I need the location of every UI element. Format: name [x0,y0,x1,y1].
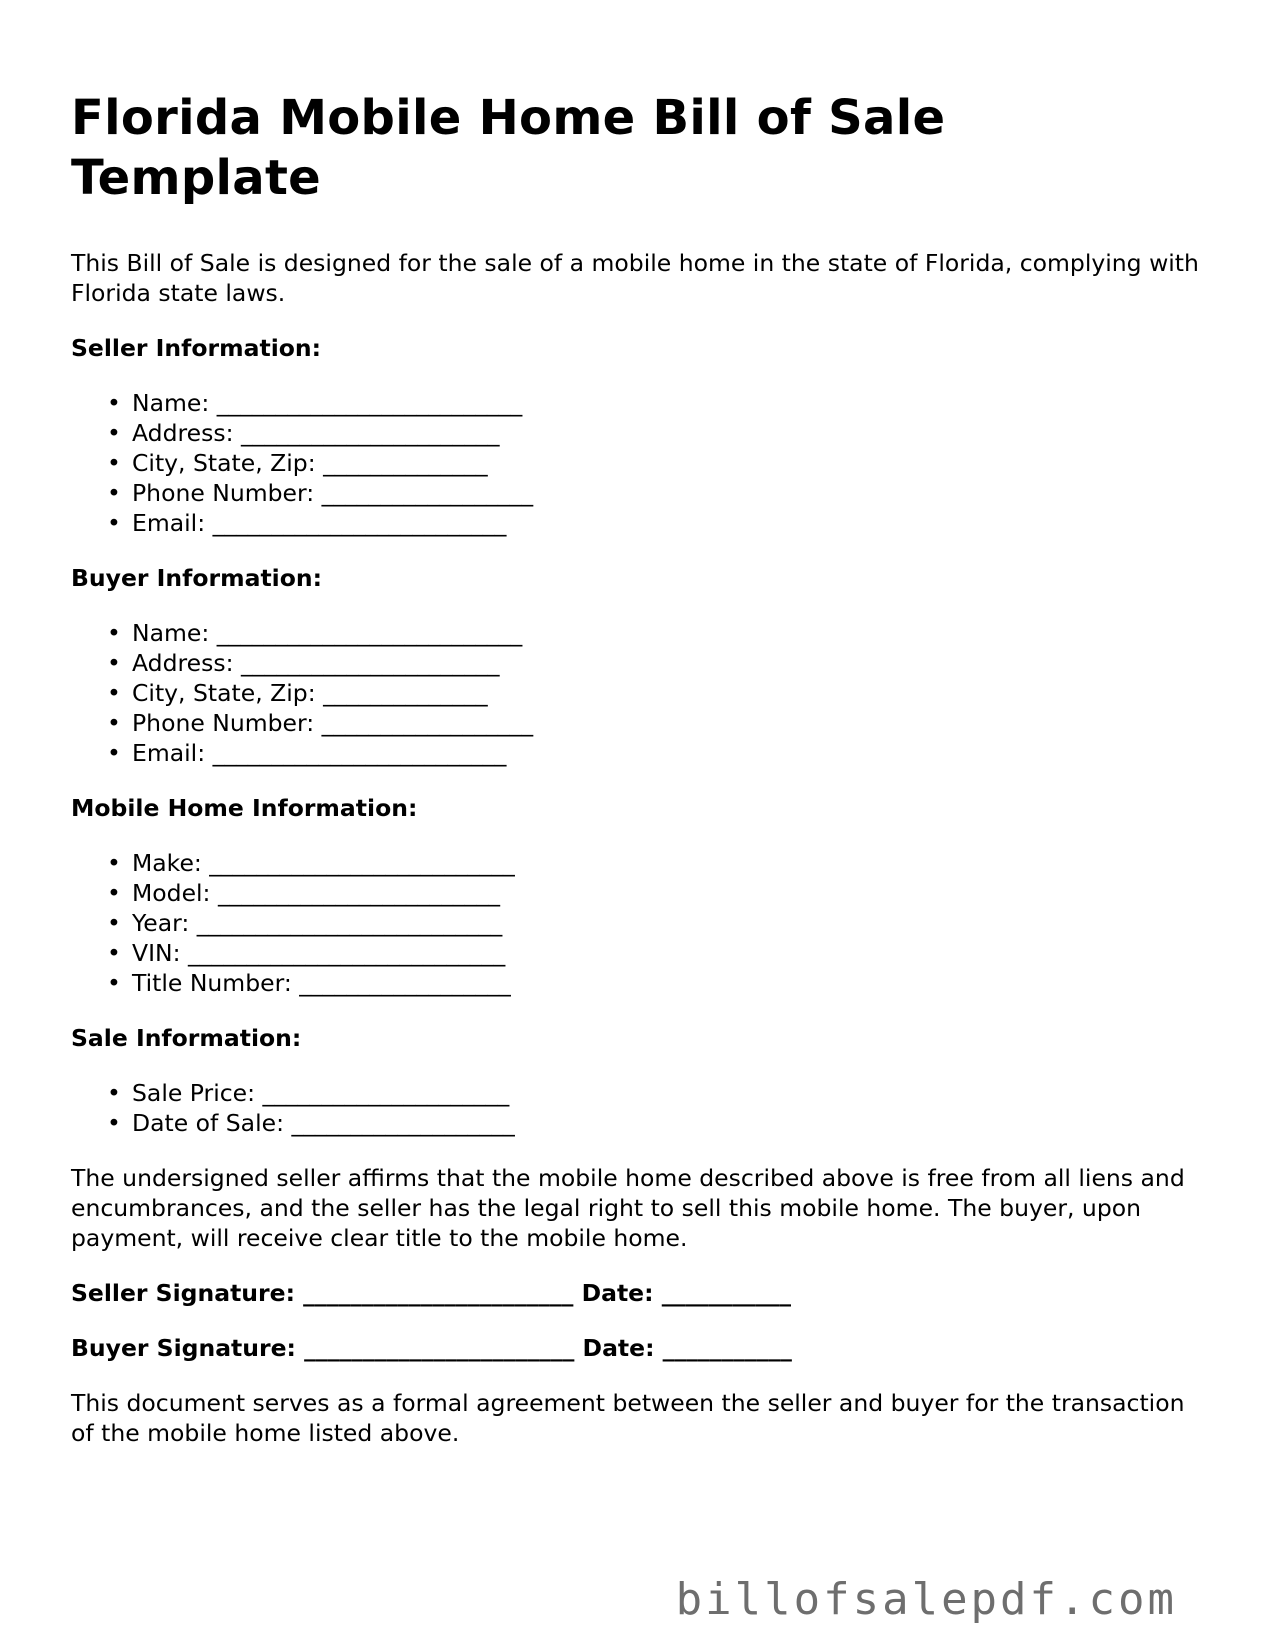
sale-price-field: • Sale Price: _____________________ [107,1079,510,1107]
bullet-icon: • [107,879,121,907]
seller-information-heading: Seller Information: [71,334,322,362]
bullet-icon: • [107,449,121,477]
document-page [71,88,1211,1473]
seller-name-field: • Name: __________________________ [107,389,523,417]
mobile-home-field-list [71,848,1211,998]
bullet-icon: • [107,909,121,937]
bullet-icon: • [107,709,121,737]
vin-field: • VIN: ___________________________ [107,939,506,967]
seller-field-list [71,388,1211,538]
bullet-icon: • [107,389,121,417]
seller-address-field: • Address: ______________________ [107,419,500,447]
seller-phone-field: • Phone Number: __________________ [107,479,534,507]
intro-paragraph: This Bill of Sale is designed for the sale of a mobile home in the state of Florida, complying with Florida state laws. [71,249,1199,307]
buyer-signature-line: Buyer Signature: _______________________ Date: ___________ [71,1334,792,1362]
sale-field-list [71,1078,1211,1138]
page-title: Florida Mobile Home Bill of Sale Template [71,90,946,206]
buyer-address-field: • Address: ______________________ [107,649,500,677]
bullet-icon: • [107,679,121,707]
model-field: • Model: ________________________ [107,879,500,907]
bullet-icon: • [107,479,121,507]
seller-city-state-zip-field: • City, State, Zip: ______________ [107,449,488,477]
closing-paragraph: This document serves as a formal agreement between the seller and buyer for the transaction of the mobile home listed above. [71,1389,1185,1447]
bullet-icon: • [107,509,121,537]
bullet-icon: • [107,939,121,967]
buyer-information-heading: Buyer Information: [71,564,323,592]
bullet-icon: • [107,619,121,647]
sale-information-heading: Sale Information: [71,1024,302,1052]
bullet-icon: • [107,419,121,447]
buyer-city-state-zip-field: • City, State, Zip: ______________ [107,679,488,707]
buyer-field-list [71,618,1211,768]
buyer-name-field: • Name: __________________________ [107,619,523,647]
bullet-icon: • [107,739,121,767]
date-of-sale-field: • Date of Sale: ___________________ [107,1109,515,1137]
bullet-icon: • [107,1079,121,1107]
make-field: • Make: __________________________ [107,849,515,877]
mobile-home-information-heading: Mobile Home Information: [71,794,418,822]
bullet-icon: • [107,969,121,997]
bullet-icon: • [107,849,121,877]
year-field: • Year: __________________________ [107,909,503,937]
seller-email-field: • Email: _________________________ [107,509,507,537]
buyer-phone-field: • Phone Number: __________________ [107,709,534,737]
watermark: billofsalepdf.com [675,1574,1177,1625]
bullet-icon: • [107,649,121,677]
seller-signature-line: Seller Signature: _______________________ Date: ___________ [71,1279,791,1307]
title-number-field: • Title Number: __________________ [107,969,511,997]
affirmation-paragraph: The undersigned seller affirms that the mobile home described above is free from all liens and encumbrances, and the seller has the legal right to sell this mobile home. The buyer, upon payment, will receive clear title to the mobile home. [71,1164,1185,1252]
bullet-icon: • [107,1109,121,1137]
buyer-email-field: • Email: _________________________ [107,739,507,767]
